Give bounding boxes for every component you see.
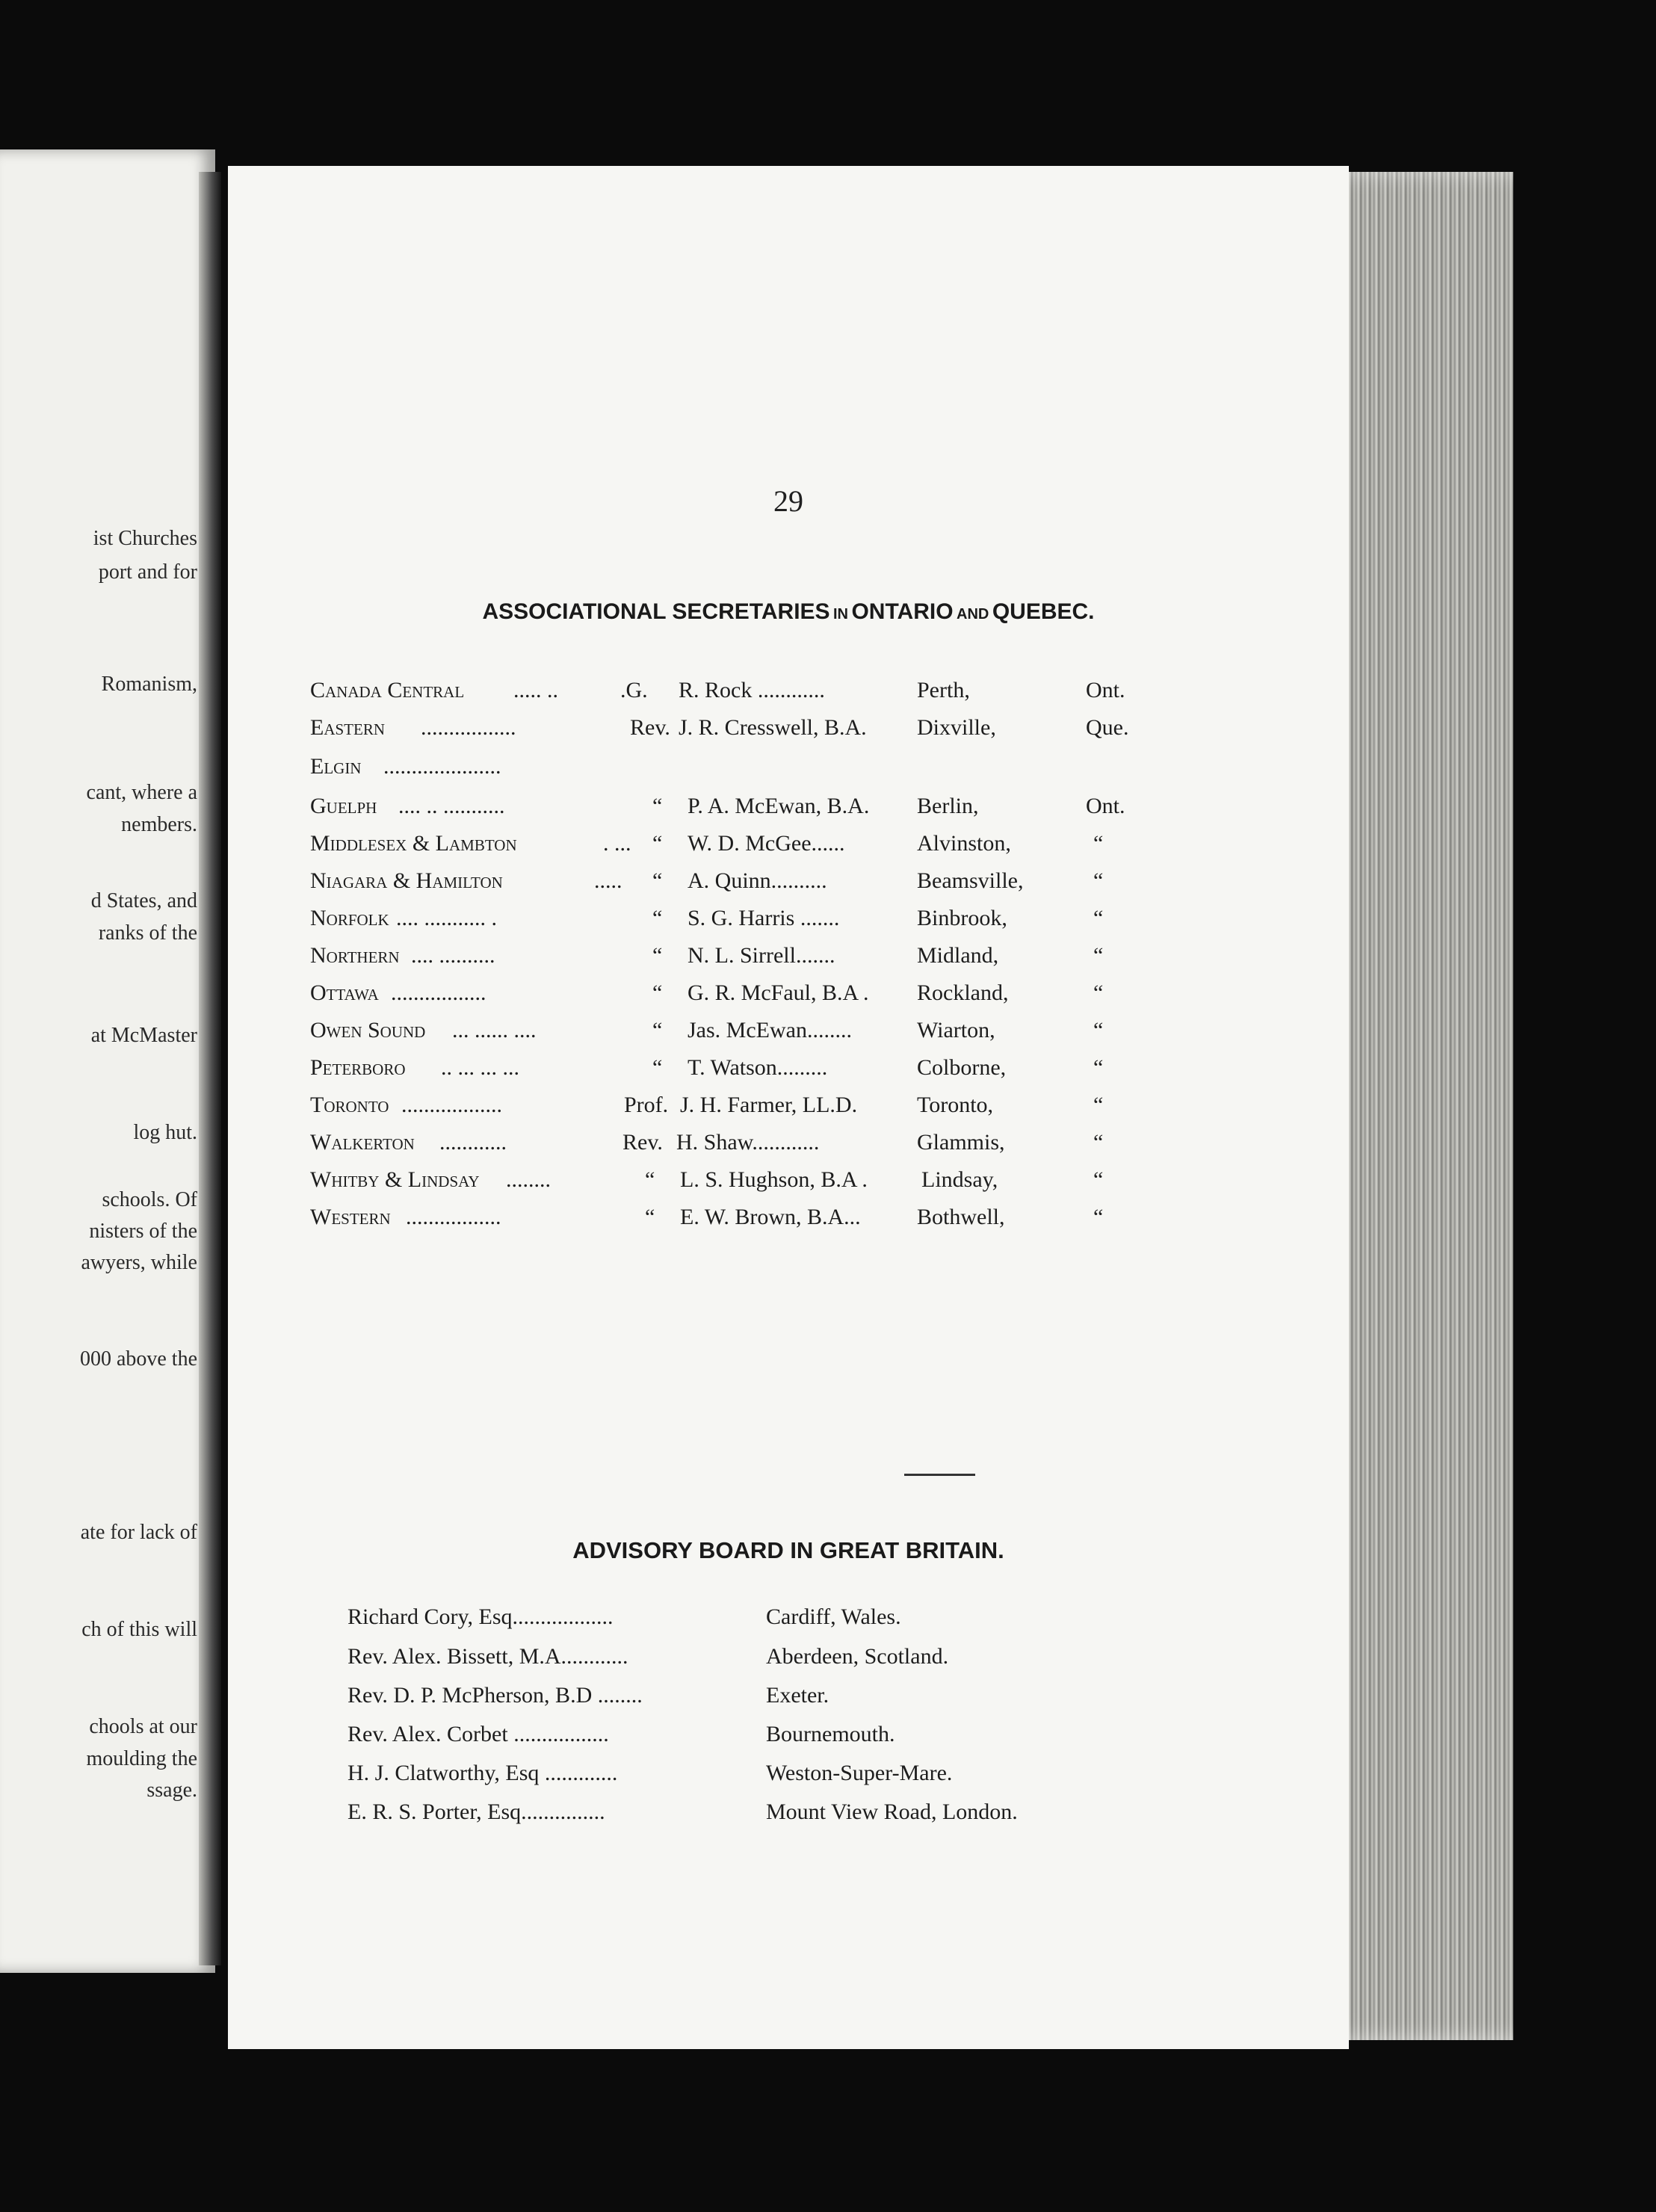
secretary-name: G. R. McFaul, B.A .	[688, 980, 869, 1005]
province-cell: Ont.	[1086, 678, 1125, 702]
advisor-name: Rev. Alex. Corbet .................	[347, 1722, 609, 1746]
table-row	[228, 1093, 1349, 1127]
place-cell: Colborne,	[917, 1055, 1007, 1080]
secretary-name: E. W. Brown, B.A...	[680, 1205, 861, 1229]
title-cell: “	[652, 831, 663, 856]
table-row	[228, 794, 1349, 828]
secretary-name: A. Quinn..........	[688, 868, 827, 893]
leader-dots: ..... ..	[513, 678, 558, 702]
place-cell: Midland,	[917, 943, 999, 968]
left-page-line: chools at our	[89, 1715, 197, 1738]
left-page-line: at McMaster	[90, 1024, 197, 1047]
place-cell: Bothwell,	[917, 1205, 1005, 1229]
place-cell: Toronto,	[917, 1093, 994, 1117]
secretary-name: L. S. Hughson, B.A .	[680, 1167, 868, 1192]
secretary-name: S. G. Harris .......	[688, 906, 840, 930]
place-cell: Bournemouth.	[766, 1722, 895, 1746]
table-row	[228, 1761, 1349, 1795]
association-name: Eastern	[310, 715, 385, 740]
title-cell: Rev.	[630, 715, 670, 740]
association-name: Middlesex & Lambton	[310, 831, 517, 856]
leader-dots: ... ...... ....	[452, 1018, 537, 1042]
left-page-line: ranks of the	[98, 921, 197, 945]
province-cell: “	[1093, 943, 1104, 968]
title-cell: “	[652, 1055, 663, 1080]
place-cell: Beamsville,	[917, 868, 1024, 893]
association-name: Toronto	[310, 1093, 389, 1117]
association-name: Elgin	[310, 754, 362, 779]
advisor-name: Rev. D. P. McPherson, B.D ........	[347, 1683, 643, 1708]
title-cell: “	[652, 1018, 663, 1042]
leader-dots: . ...	[603, 831, 631, 856]
association-name: Owen Sound	[310, 1018, 426, 1042]
left-page-line: schools. Of	[102, 1188, 197, 1211]
advisory-heading: ADVISORY BOARD IN GREAT BRITAIN.	[572, 1537, 1004, 1563]
table-row	[228, 980, 1349, 1015]
left-page-line: Romanism,	[101, 673, 197, 696]
place-cell: Lindsay,	[921, 1167, 998, 1192]
table-row	[228, 1604, 1349, 1639]
advisor-name: Richard Cory, Esq..................	[347, 1604, 614, 1629]
leader-dots: .. ... ... ...	[441, 1055, 519, 1080]
left-page-line: port and for	[98, 560, 197, 584]
leader-dots: .................	[391, 980, 486, 1005]
table-row	[228, 1644, 1349, 1678]
left-page-line: ssage.	[146, 1779, 197, 1802]
province-cell: “	[1093, 1093, 1104, 1117]
leader-dots: .....................	[383, 754, 501, 779]
secretary-name: T. Watson.........	[688, 1055, 828, 1080]
province-cell: “	[1093, 868, 1104, 893]
table-row	[228, 754, 1349, 788]
table-row	[228, 943, 1349, 977]
left-page-line: moulding the	[86, 1747, 197, 1770]
table-row	[228, 715, 1349, 750]
title-cell: “	[652, 943, 663, 968]
province-cell: “	[1093, 1205, 1104, 1229]
page-number: 29	[773, 484, 803, 518]
book-gutter	[199, 172, 221, 1965]
heading-part: ASSOCIATIONAL SECRETARIES	[482, 599, 830, 624]
place-cell: Mount View Road, London.	[766, 1799, 1018, 1824]
left-page-line: d States, and	[90, 889, 197, 912]
secretary-name: J. H. Farmer, LL.D.	[680, 1093, 858, 1117]
leader-dots: .... ........... .	[396, 906, 497, 930]
place-cell: Wiarton,	[917, 1018, 995, 1042]
associational-heading	[228, 599, 1349, 625]
title-cell: .G.	[620, 678, 648, 702]
place-cell: Glammis,	[917, 1130, 1005, 1155]
province-cell: “	[1093, 1167, 1104, 1192]
leader-dots: ............	[439, 1130, 507, 1155]
left-page-line: nisters of the	[89, 1220, 197, 1243]
left-page-line: 000 above the	[79, 1347, 197, 1371]
advisor-name: E. R. S. Porter, Esq...............	[347, 1799, 605, 1824]
table-row	[228, 1018, 1349, 1052]
leader-dots: .... .. ...........	[398, 794, 505, 818]
association-name: Walkerton	[310, 1130, 415, 1155]
table-row	[228, 1130, 1349, 1164]
province-cell: “	[1093, 1055, 1104, 1080]
title-cell: “	[652, 906, 663, 930]
title-cell: Rev.	[622, 1130, 663, 1155]
table-row	[228, 1205, 1349, 1239]
leader-dots: .....	[594, 868, 622, 893]
advisor-name: Rev. Alex. Bissett, M.A............	[347, 1644, 628, 1669]
advisor-name: H. J. Clatworthy, Esq .............	[347, 1761, 618, 1785]
title-cell: Prof.	[624, 1093, 669, 1117]
table-row	[228, 1799, 1349, 1834]
table-row	[228, 1167, 1349, 1202]
province-cell: Ont.	[1086, 794, 1125, 818]
left-facing-page	[0, 149, 215, 1973]
left-page-line: ate for lack of	[80, 1521, 197, 1544]
secretary-name: P. A. McEwan, B.A.	[688, 794, 870, 818]
place-cell: Rockland,	[917, 980, 1009, 1005]
place-cell: Alvinston,	[917, 831, 1011, 856]
title-cell: “	[652, 794, 663, 818]
association-name: Ottawa	[310, 980, 379, 1005]
table-row	[228, 831, 1349, 865]
province-cell: “	[1093, 906, 1104, 930]
association-name: Whitby & Lindsay	[310, 1167, 480, 1192]
association-name: Norfolk	[310, 906, 389, 930]
table-row	[228, 1722, 1349, 1756]
secretary-name: N. L. Sirrell.......	[688, 943, 835, 968]
right-page	[228, 166, 1349, 2049]
place-cell: Berlin,	[917, 794, 979, 818]
heading-part: AND	[957, 606, 989, 622]
place-cell: Cardiff, Wales.	[766, 1604, 901, 1629]
left-page-line: log hut.	[133, 1121, 197, 1144]
heading-part: QUEBEC.	[992, 599, 1095, 624]
secretary-name: W. D. McGee......	[688, 831, 845, 856]
place-cell: Exeter.	[766, 1683, 829, 1708]
heading-part: IN	[833, 606, 848, 622]
leader-dots: ..................	[401, 1093, 502, 1117]
place-cell: Binbrook,	[917, 906, 1007, 930]
table-row	[228, 906, 1349, 940]
place-cell: Aberdeen, Scotland.	[766, 1644, 949, 1669]
leader-dots: .... ..........	[411, 943, 495, 968]
left-page-line: ist Churches	[93, 527, 197, 550]
leader-dots: ........	[506, 1167, 551, 1192]
left-page-line: awyers, while	[81, 1251, 197, 1274]
leader-dots: .................	[421, 715, 516, 740]
place-cell: Dixville,	[917, 715, 996, 740]
association-name: Peterboro	[310, 1055, 406, 1080]
secretary-name: J. R. Cresswell, B.A.	[679, 715, 867, 740]
place-cell: Perth,	[917, 678, 970, 702]
province-cell: Que.	[1086, 715, 1129, 740]
province-cell: “	[1093, 1130, 1104, 1155]
left-page-line: nembers.	[121, 813, 197, 836]
table-row	[228, 1683, 1349, 1717]
association-name: Canada Central	[310, 678, 465, 702]
table-row	[228, 868, 1349, 903]
association-name: Northern	[310, 943, 400, 968]
section-divider	[904, 1474, 975, 1476]
title-cell: “	[652, 980, 663, 1005]
table-row	[228, 678, 1349, 712]
association-name: Guelph	[310, 794, 377, 818]
province-cell: “	[1093, 831, 1104, 856]
title-cell: “	[645, 1167, 655, 1192]
left-page-line: ch of this will	[81, 1618, 197, 1641]
title-cell: “	[652, 868, 663, 893]
left-page-line: cant, where a	[86, 781, 197, 804]
secretary-name: Jas. McEwan........	[688, 1018, 852, 1042]
association-name: Western	[310, 1205, 391, 1229]
secretary-name: R. Rock ............	[679, 678, 825, 702]
leader-dots: .................	[406, 1205, 501, 1229]
title-cell: “	[645, 1205, 655, 1229]
association-name: Niagara & Hamilton	[310, 868, 503, 893]
secretary-name: H. Shaw............	[676, 1130, 820, 1155]
place-cell: Weston-Super-Mare.	[766, 1761, 953, 1785]
table-row	[228, 1055, 1349, 1090]
province-cell: “	[1093, 980, 1104, 1005]
province-cell: “	[1093, 1018, 1104, 1042]
heading-part: ONTARIO	[851, 599, 954, 624]
